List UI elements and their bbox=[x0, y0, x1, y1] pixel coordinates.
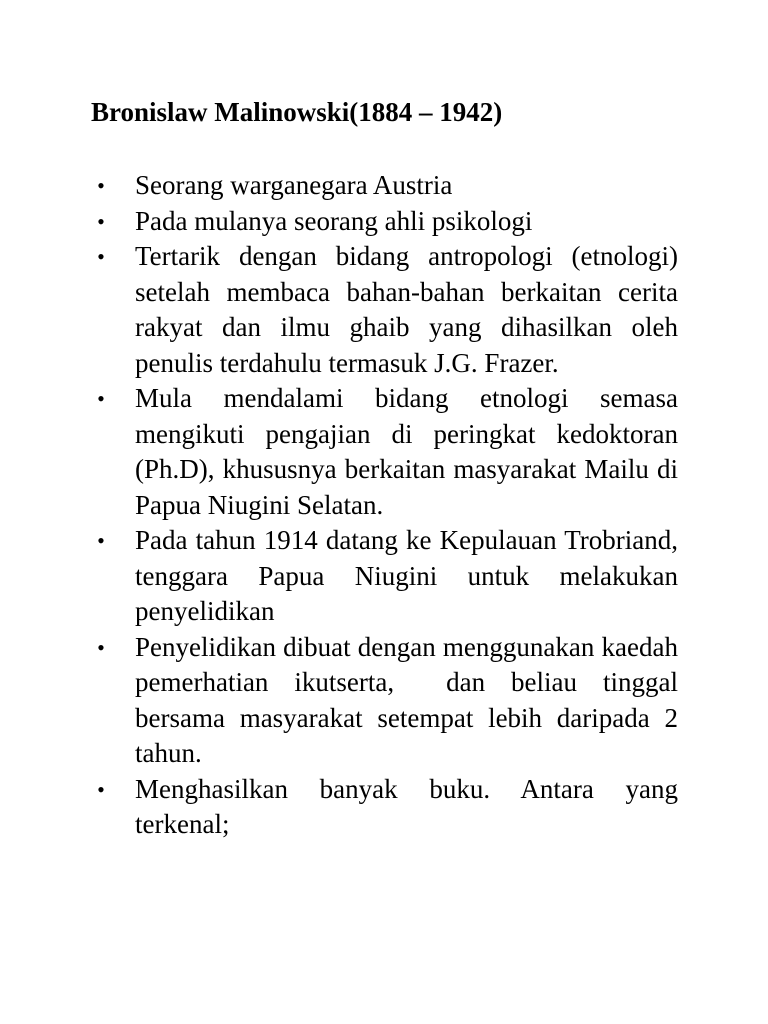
bullet-item bbox=[88, 772, 685, 843]
bullet-icon: • bbox=[97, 208, 105, 234]
bullet-text: Pada tahun 1914 datang ke Kepulauan Trobriand, tenggara Papua Niugini untuk melakukan penyelidikan bbox=[135, 525, 685, 626]
bullet-icon: • bbox=[97, 528, 105, 553]
bullet-item bbox=[88, 630, 685, 772]
bullet-item bbox=[88, 168, 678, 204]
bullet-item bbox=[88, 381, 685, 523]
bullet-item bbox=[88, 204, 678, 240]
document-title: Bronislaw Malinowski(1884 – 1942) bbox=[91, 97, 503, 127]
bullet-item bbox=[88, 523, 685, 630]
bullet-text: Tertarik dengan bidang antropologi (etnologi) setelah membaca bahan-bahan berkaitan cerita rakyat dan ilmu ghaib yang dihasilkan oleh penulis terdahulu termasuk J.G. Frazer. bbox=[135, 241, 685, 378]
bullet-text: Menghasilkan banyak buku. Antara yang terkenal; bbox=[135, 773, 685, 839]
bullet-icon: • bbox=[97, 776, 105, 802]
bullet-text: Mula mendalami bidang etnologi semasa mengikuti pengajian di peringkat kedoktoran (Ph.D), khususnya berkaitan masyarakat Mailu di Papua Niugini Selatan. bbox=[135, 383, 685, 520]
bullet-text: Penyelidikan dibuat dengan menggunakan kaedah pemerhatian ikutserta, dan beliau tinggal bersama masyarakat setempat lebih daripada 2 tahun. bbox=[135, 631, 685, 768]
bullet-icon: • bbox=[97, 244, 105, 269]
bullet-icon: • bbox=[97, 173, 105, 198]
bullet-icon: • bbox=[97, 634, 105, 660]
bullet-text: Seorang warganegara Austria bbox=[135, 170, 453, 200]
bullet-text: Pada mulanya seorang ahli psikologi bbox=[135, 205, 533, 236]
bullet-list bbox=[88, 168, 685, 843]
bullet-icon: • bbox=[97, 386, 105, 411]
bullet-item bbox=[88, 239, 685, 381]
